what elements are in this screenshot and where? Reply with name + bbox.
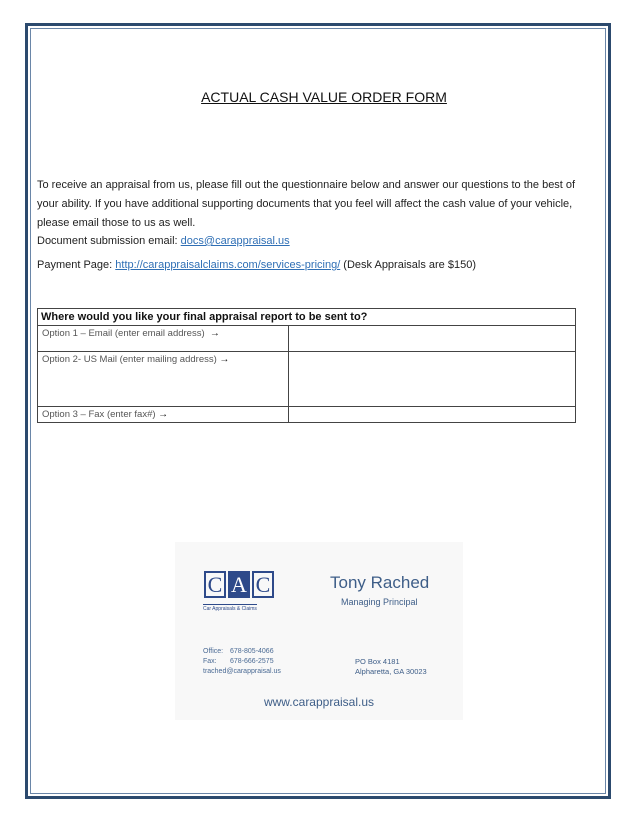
option-2-label: Option 2- US Mail (enter mailing address) → — [38, 352, 289, 407]
logo-subtitle: Car Appraisals & Claims — [203, 606, 257, 612]
payment-label: Payment Page: — [37, 259, 116, 271]
table-row — [38, 407, 576, 423]
cac-logo — [204, 571, 274, 598]
card-email: trached@carappraisal.us — [203, 668, 281, 675]
payment-line — [37, 256, 597, 275]
option-3-label: Option 3 – Fax (enter fax#) → — [38, 407, 289, 423]
option-1-input[interactable] — [289, 326, 576, 352]
doc-email-line — [37, 232, 597, 251]
payment-link[interactable]: http://carappraisalclaims.com/services-pricing/ — [115, 259, 341, 271]
logo-letter-c1: C — [204, 571, 226, 598]
intro-paragraph: To receive an appraisal from us, please fill out the questionnaire below and answer our questions to the best of your ability. If you have additional supporting documents that you feel will affect the cash value of your vehicle, please email those to us as well. — [37, 179, 576, 229]
option-3-input[interactable] — [289, 407, 576, 423]
business-card — [175, 542, 463, 720]
card-website: www.carappraisal.us — [263, 695, 375, 709]
table-row — [38, 352, 576, 407]
arrow-right-icon: → — [219, 354, 230, 365]
delivery-options-table — [37, 308, 576, 423]
card-name: Tony Rached — [330, 573, 430, 592]
arrow-right-icon: → — [209, 328, 220, 339]
po-box: PO Box 4181 — [355, 657, 400, 666]
card-address — [355, 657, 427, 677]
doc-email-label: Document submission email: — [37, 235, 181, 247]
office-phone: 678-805-4066 — [230, 648, 274, 655]
logo-letter-a: A — [228, 571, 250, 598]
form-title: ACTUAL CASH VALUE ORDER FORM — [201, 89, 447, 105]
logo-letter-c2: C — [252, 571, 274, 598]
table-header: Where would you like your final appraisal report to be sent to? — [38, 309, 576, 326]
table-header-row — [38, 309, 576, 326]
payment-note: (Desk Appraisals are $150) — [340, 259, 476, 271]
city-line: Alpharetta, GA 30023 — [355, 667, 427, 676]
table-row — [38, 326, 576, 352]
card-contact: Office: 678-805-4066 Fax: 678-666-2575 trached@carappraisal.us — [203, 648, 281, 675]
fax-number: 678-666-2575 — [230, 658, 274, 665]
arrow-right-icon: → — [158, 409, 169, 420]
card-role: Managing Principal — [341, 597, 418, 607]
doc-email-link[interactable]: docs@carappraisal.us — [180, 235, 290, 247]
option-2-input[interactable] — [289, 352, 576, 407]
option-1-label: Option 1 – Email (enter email address) → — [38, 326, 289, 352]
